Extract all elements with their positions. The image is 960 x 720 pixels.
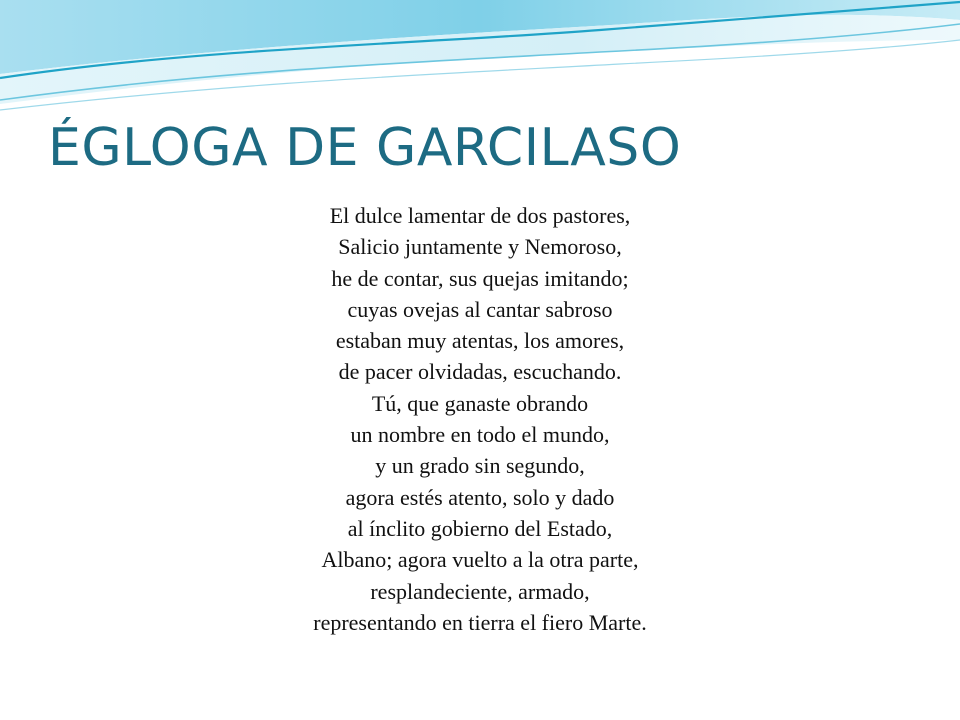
poem-line: El dulce lamentar de dos pastores, <box>329 203 631 228</box>
poem-line: cuyas ovejas al cantar sabroso <box>347 296 613 322</box>
poem-line: Salicio juntamente y Nemoroso, <box>338 234 622 260</box>
poem-line: Albano; agora vuelto a la otra parte, <box>321 547 639 573</box>
poem-line: he de contar, sus quejas imitando; <box>331 265 629 291</box>
poem-line: Tú, que ganaste obrando <box>371 390 589 416</box>
wave-header-decoration <box>0 0 960 120</box>
slide-title: ÉGLOGA DE GARCILASO <box>48 118 682 178</box>
poem-line: estaban muy atentas, los amores, <box>335 328 625 354</box>
poem-line: al ínclito gobierno del Estado, <box>347 515 613 541</box>
poem-line: un nombre en todo el mundo, <box>350 422 610 448</box>
poem-line: representando en tierra el fiero Marte. <box>313 609 647 635</box>
poem-line: resplandeciente, armado, <box>370 578 590 604</box>
poem-line: de pacer olvidadas, escuchando. <box>338 359 622 385</box>
poem-text <box>0 200 960 638</box>
poem-line: agora estés atento, solo y dado <box>345 484 615 510</box>
poem-line: y un grado sin segundo, <box>375 453 585 479</box>
